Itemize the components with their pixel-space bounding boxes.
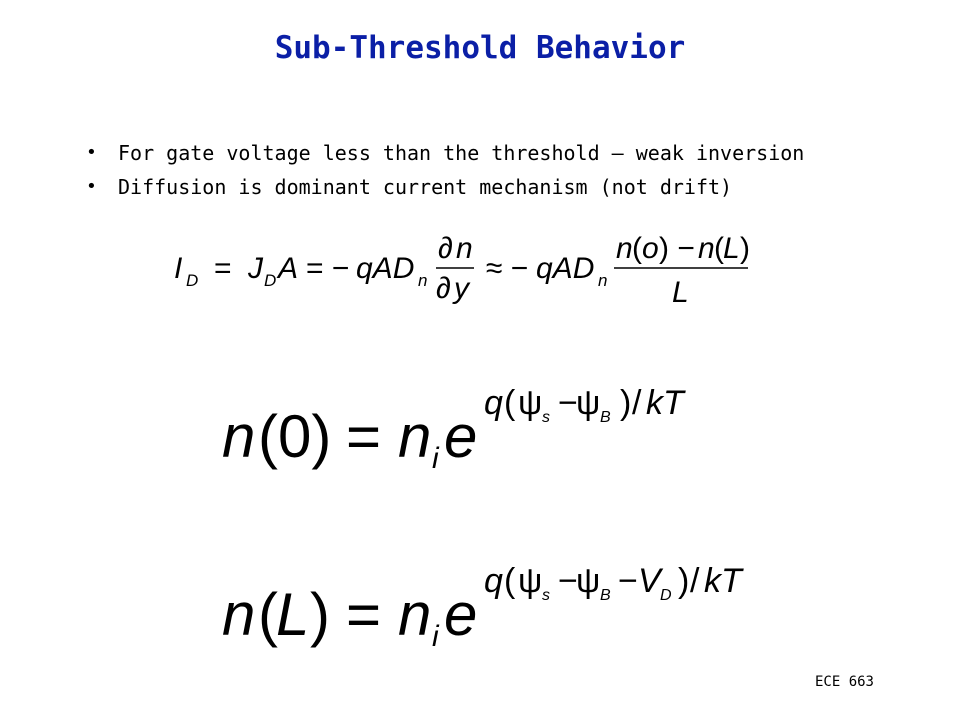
svg-text:kT: kT (704, 562, 742, 600)
svg-text:B: B (600, 409, 611, 426)
svg-text:(: ( (714, 232, 724, 265)
svg-text:= −: = − (306, 252, 350, 285)
svg-text:−: − (558, 384, 578, 422)
svg-text:): ) (740, 232, 750, 265)
surface-electron-density-equation (222, 382, 702, 472)
svg-text:): ) (620, 384, 632, 422)
bullet-item (84, 170, 804, 204)
svg-text:n: n (222, 581, 256, 648)
svg-text:V: V (638, 562, 661, 600)
course-footer: ECE 663 (814, 674, 874, 690)
svg-text:J: J (248, 252, 263, 285)
svg-text:ψ: ψ (518, 384, 543, 422)
svg-text:/: / (690, 562, 700, 600)
svg-text:=: = (346, 403, 382, 470)
svg-text:n: n (398, 581, 432, 648)
svg-text:i: i (432, 620, 439, 650)
svg-text:y: y (454, 272, 469, 305)
svg-text:=: = (346, 581, 382, 648)
svg-text:n: n (222, 403, 256, 470)
drain-electron-density-equation (222, 560, 762, 650)
svg-text:(0): (0) (258, 403, 332, 470)
svg-text:): ) (310, 581, 330, 648)
svg-text:n: n (398, 403, 432, 470)
svg-text:D: D (186, 271, 199, 290)
svg-text:∂: ∂ (438, 232, 453, 265)
svg-text:i: i (432, 442, 439, 472)
svg-text:s: s (542, 409, 550, 426)
svg-text:s: s (542, 587, 550, 604)
svg-text:ψ: ψ (576, 384, 601, 422)
svg-text:∂: ∂ (436, 272, 451, 305)
bullet-marker: • (86, 176, 97, 197)
drift-diffusion-current-equation (170, 222, 750, 312)
svg-text:D: D (264, 271, 277, 290)
svg-text:D: D (660, 587, 672, 604)
svg-text:qAD: qAD (536, 252, 595, 285)
svg-text:kT: kT (646, 384, 684, 422)
svg-text:(: ( (504, 562, 516, 600)
bullet-list (84, 136, 804, 204)
bullet-text: Diffusion is dominant current mechanism (not drift) (118, 175, 733, 199)
svg-text:q: q (484, 562, 503, 600)
svg-text:o: o (642, 232, 659, 265)
svg-text:I: I (174, 252, 183, 285)
bullet-text: For gate voltage less than the threshold – weak inversion (118, 141, 805, 165)
svg-text:q: q (484, 384, 503, 422)
svg-text:B: B (600, 587, 611, 604)
svg-text:ψ: ψ (576, 562, 601, 600)
svg-text:e: e (444, 403, 478, 470)
svg-text:≈ −: ≈ − (486, 252, 529, 285)
svg-text:ψ: ψ (518, 562, 543, 600)
svg-text:n: n (616, 232, 633, 265)
svg-text:qAD: qAD (356, 252, 415, 285)
svg-text:−: − (558, 562, 578, 600)
svg-text:A: A (278, 252, 299, 285)
svg-text:L: L (672, 276, 689, 309)
svg-text:n: n (456, 232, 473, 265)
svg-text:n: n (418, 271, 428, 290)
svg-text:L: L (723, 232, 740, 265)
bullet-marker: • (86, 142, 97, 163)
bullet-item (84, 136, 804, 170)
svg-text:): ) (678, 562, 690, 600)
svg-text:(: ( (504, 384, 516, 422)
svg-text:(: ( (258, 581, 278, 648)
svg-text:(: ( (632, 232, 642, 265)
svg-text:e: e (444, 581, 478, 648)
slide-title: Sub-Threshold Behavior (274, 30, 686, 66)
svg-text:n: n (698, 232, 715, 265)
svg-text:/: / (632, 384, 642, 422)
svg-text:n: n (598, 271, 608, 290)
svg-text:L: L (276, 581, 310, 648)
svg-text:−: − (618, 562, 638, 600)
svg-text:) −: ) − (659, 232, 695, 265)
svg-text:=: = (214, 252, 232, 285)
